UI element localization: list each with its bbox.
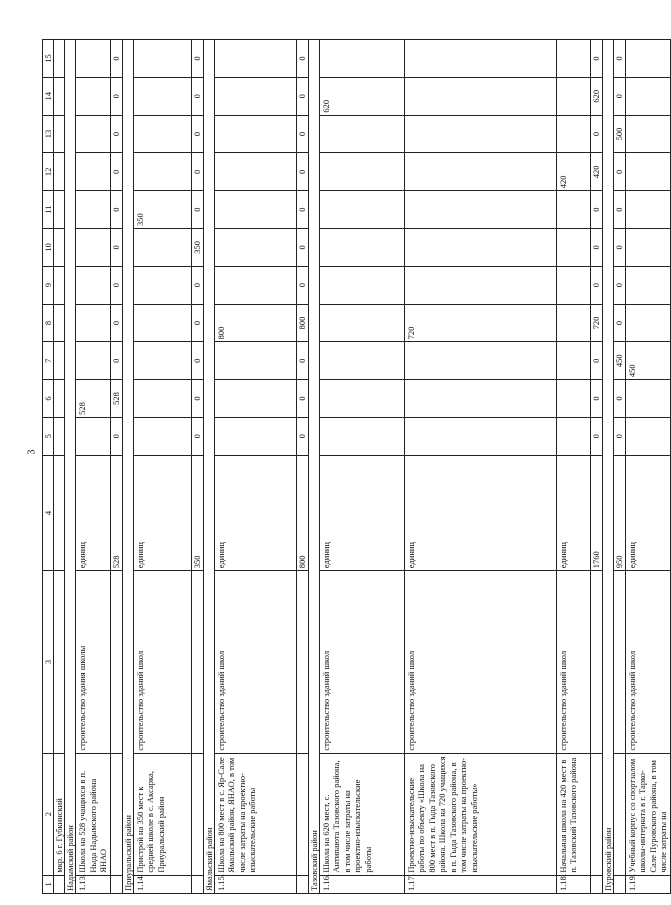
cell [54, 40, 65, 78]
value-cell [404, 417, 556, 455]
value-cell [133, 342, 191, 380]
item-type: строительство зданий школ [133, 571, 191, 753]
school-construction-table [42, 39, 671, 894]
value-cell [214, 380, 296, 418]
value-cell [214, 115, 296, 153]
value-cell [76, 191, 111, 229]
continuation-row [54, 40, 65, 894]
value-cell [319, 153, 404, 191]
table-row [319, 40, 404, 894]
value-cell [625, 229, 670, 267]
total-value: 0 [110, 304, 122, 342]
item-unit: единиц [625, 455, 670, 571]
value-cell [214, 77, 296, 115]
rotated-page [42, 39, 668, 894]
total-value: 0 [191, 380, 203, 418]
item-unit: единиц [319, 455, 404, 571]
item-value: 420 [557, 175, 568, 189]
total-value: 620 [590, 77, 602, 115]
item-number: 1.15. [214, 875, 296, 893]
item-type: строительство зданий школ [404, 571, 556, 753]
column-header: 13 [43, 115, 54, 153]
cell [296, 753, 308, 875]
total-value: 0 [613, 417, 625, 455]
cell-location: мкр. 6 г. Губкинский [54, 753, 65, 875]
total-value: 0 [296, 40, 308, 78]
section-name: Пуровский район [602, 40, 613, 894]
value-cell [556, 191, 590, 229]
column-header: 15 [43, 40, 54, 78]
header-row [43, 40, 54, 894]
value-cell [76, 342, 111, 380]
value-cell [404, 229, 556, 267]
value-cell [133, 191, 191, 229]
item-name: Пристрой на 350 мест к средней школе в с. Аксарка, Приуральский район [133, 753, 191, 875]
total-value: 0 [590, 229, 602, 267]
value-cell [556, 304, 590, 342]
total-value: 0 [613, 266, 625, 304]
cell [110, 571, 122, 753]
value-cell [76, 304, 111, 342]
total-value: 0 [191, 417, 203, 455]
value-cell [625, 342, 670, 380]
value-cell [556, 229, 590, 267]
value-cell [76, 417, 111, 455]
total-value: 0 [191, 304, 203, 342]
column-header: 9 [43, 266, 54, 304]
item-number: 1.17. [404, 875, 556, 893]
section-name: Ямальский район [203, 40, 214, 894]
value-cell [404, 153, 556, 191]
value-cell [76, 115, 111, 153]
cell [110, 753, 122, 875]
total-value: 0 [613, 153, 625, 191]
value-cell [556, 380, 590, 418]
value-cell [76, 77, 111, 115]
total-value: 0 [613, 380, 625, 418]
value-cell [625, 380, 670, 418]
section-name: Тазовский район [308, 40, 319, 894]
total-value: 0 [590, 191, 602, 229]
total-value: 0 [613, 77, 625, 115]
table-row [625, 40, 670, 894]
total-value: 0 [296, 417, 308, 455]
value-cell [133, 229, 191, 267]
item-value: 800 [215, 326, 226, 340]
total-value: 0 [613, 191, 625, 229]
cell [191, 571, 203, 753]
item-number: 1.16. [319, 875, 404, 893]
total-value: 0 [110, 40, 122, 78]
table-row [404, 40, 556, 894]
value-cell [133, 77, 191, 115]
cell [54, 342, 65, 380]
value-cell [404, 191, 556, 229]
section-row [65, 40, 76, 894]
value-cell [214, 229, 296, 267]
value-cell [625, 77, 670, 115]
total-value: 0 [110, 342, 122, 380]
item-value: 620 [320, 99, 331, 113]
item-value: 450 [626, 364, 637, 378]
value-cell [319, 77, 404, 115]
value-cell [625, 266, 670, 304]
value-cell [625, 115, 670, 153]
value-cell [625, 417, 670, 455]
value-cell [319, 266, 404, 304]
total-value: 0 [110, 229, 122, 267]
value-cell [625, 40, 670, 78]
section-row [602, 40, 613, 894]
table-row [214, 40, 296, 894]
total-value: 800 [296, 304, 308, 342]
total-value: 0 [590, 342, 602, 380]
total-value: 420 [590, 153, 602, 191]
value-cell [319, 40, 404, 78]
column-header: 5 [43, 417, 54, 455]
value-cell [319, 342, 404, 380]
value-cell [404, 304, 556, 342]
column-header: 12 [43, 153, 54, 191]
item-number: 1.19. [625, 875, 670, 893]
item-value: 720 [405, 326, 416, 340]
cell [613, 875, 625, 893]
total-value: 0 [590, 417, 602, 455]
cell [54, 455, 65, 571]
value-cell [625, 304, 670, 342]
section-row [308, 40, 319, 894]
item-unit: единиц [404, 455, 556, 571]
section-name: Приуральский район [122, 40, 133, 894]
total-value: 0 [110, 153, 122, 191]
total-value: 0 [613, 304, 625, 342]
cell [54, 417, 65, 455]
value-cell [214, 266, 296, 304]
item-name: Школа на 620 мест, с. Антипаюта Тазовского района, в том числе затраты на проектно-изыскательские работы [319, 753, 404, 875]
value-cell [556, 153, 590, 191]
column-header: 8 [43, 304, 54, 342]
value-cell [319, 380, 404, 418]
total-value: 0 [613, 229, 625, 267]
item-unit: единиц [133, 455, 191, 571]
value-cell [319, 417, 404, 455]
value-cell [556, 40, 590, 78]
total-value: 0 [296, 115, 308, 153]
table-row [556, 40, 590, 894]
cell [54, 153, 65, 191]
item-unit: единиц [556, 455, 590, 571]
value-cell [76, 266, 111, 304]
item-name: Начальная школа на 420 мест в п. Тазовский Тазовского района [556, 753, 590, 875]
total-value: 0 [590, 115, 602, 153]
total-value: 0 [296, 153, 308, 191]
item-number: 1.14. [133, 875, 191, 893]
value-cell [133, 417, 191, 455]
total-value: 0 [110, 191, 122, 229]
total-row [296, 40, 308, 894]
total-value: 0 [191, 115, 203, 153]
total-row [191, 40, 203, 894]
value-cell [404, 40, 556, 78]
value-cell [133, 153, 191, 191]
value-cell [133, 304, 191, 342]
value-cell [319, 229, 404, 267]
cell [110, 875, 122, 893]
value-cell [133, 380, 191, 418]
item-name: Учебный корпус со спортзалом школы-интерната в г. Тарко-Сале Пуровского района, в том числе затраты на [625, 753, 670, 875]
cell [590, 753, 602, 875]
item-value: 350 [134, 213, 145, 226]
total-count: 950 [613, 455, 625, 571]
cell [54, 571, 65, 753]
value-cell [556, 77, 590, 115]
total-value: 350 [191, 229, 203, 267]
cell [590, 875, 602, 893]
section-row [122, 40, 133, 894]
column-header: 4 [43, 455, 54, 571]
item-value: 528 [77, 402, 87, 415]
total-value: 500 [613, 115, 625, 153]
total-value: 0 [296, 77, 308, 115]
cell [296, 571, 308, 753]
item-number: 1.18. [556, 875, 590, 893]
value-cell [133, 115, 191, 153]
value-cell [556, 115, 590, 153]
value-cell [214, 342, 296, 380]
cell [613, 571, 625, 753]
value-cell [404, 342, 556, 380]
item-name: Проектно-изыскательские работы по объекту «Школа на 800 мест в п. Гыда Тазовского района. Школа на 720 учащихся в п. Гыда Тазовского района, в том числе затраты на проектно-изыскательские работы» [404, 753, 556, 875]
item-type: строительство зданий школ [214, 571, 296, 753]
total-value: 0 [191, 342, 203, 380]
total-value: 0 [590, 266, 602, 304]
total-value: 0 [110, 115, 122, 153]
value-cell [133, 40, 191, 78]
item-type: строительство здания школы [76, 571, 111, 753]
item-name: Школа на 528 учащихся в п. Ныда Надымского района ЯНАО [76, 753, 111, 875]
total-value: 0 [590, 40, 602, 78]
item-type: строительство зданий школ [319, 571, 404, 753]
value-cell [625, 153, 670, 191]
total-value: 0 [296, 191, 308, 229]
cell [54, 115, 65, 153]
cell [54, 266, 65, 304]
total-value: 0 [110, 266, 122, 304]
value-cell [214, 191, 296, 229]
total-row [110, 40, 122, 894]
total-value: 0 [110, 77, 122, 115]
value-cell [214, 40, 296, 78]
value-cell [404, 77, 556, 115]
total-value: 0 [191, 191, 203, 229]
value-cell [319, 115, 404, 153]
cell [54, 875, 65, 893]
column-header: 11 [43, 191, 54, 229]
column-header: 6 [43, 380, 54, 418]
value-cell [404, 266, 556, 304]
total-value: 0 [296, 380, 308, 418]
item-unit: единиц [76, 455, 111, 571]
total-count: 528 [110, 455, 122, 571]
page-number: 3 [26, 449, 38, 455]
value-cell [214, 304, 296, 342]
column-header: 2 [43, 753, 54, 875]
cell [54, 380, 65, 418]
value-cell [404, 115, 556, 153]
item-number: 1.13. [76, 875, 111, 893]
value-cell [76, 40, 111, 78]
column-header: 14 [43, 77, 54, 115]
value-cell [76, 380, 111, 418]
value-cell [556, 266, 590, 304]
cell [296, 875, 308, 893]
value-cell [76, 153, 111, 191]
value-cell [76, 229, 111, 267]
total-value: 0 [296, 342, 308, 380]
item-type: строительство зданий школ [556, 571, 590, 753]
value-cell [214, 417, 296, 455]
total-value: 720 [590, 304, 602, 342]
total-value: 450 [613, 342, 625, 380]
total-value: 0 [296, 266, 308, 304]
value-cell [319, 304, 404, 342]
table-body [43, 40, 671, 894]
item-unit: единиц [214, 455, 296, 571]
table-row [76, 40, 111, 894]
value-cell [556, 417, 590, 455]
total-count: 1760 [590, 455, 602, 571]
cell [613, 753, 625, 875]
value-cell [133, 266, 191, 304]
value-cell [556, 342, 590, 380]
total-count: 800 [296, 455, 308, 571]
total-value: 0 [590, 380, 602, 418]
total-row [590, 40, 602, 894]
value-cell [319, 191, 404, 229]
table-row [133, 40, 191, 894]
total-value: 0 [191, 153, 203, 191]
total-value: 0 [110, 417, 122, 455]
total-value: 0 [191, 266, 203, 304]
cell [54, 77, 65, 115]
total-value: 0 [191, 77, 203, 115]
cell [590, 571, 602, 753]
total-count: 350 [191, 455, 203, 571]
column-header: 3 [43, 571, 54, 753]
section-name: Надымский район [65, 40, 76, 894]
cell [191, 753, 203, 875]
cell [54, 304, 65, 342]
total-value: 0 [296, 229, 308, 267]
column-header: 1 [43, 875, 54, 893]
total-row [613, 40, 625, 894]
value-cell [625, 191, 670, 229]
total-value: 528 [110, 380, 122, 418]
column-header: 7 [43, 342, 54, 380]
section-row [203, 40, 214, 894]
item-name: Школа на 800 мест в с. Яр-Сале Ямальский район, ЯНАО, в том числе затраты на проектно-изыскательские работы [214, 753, 296, 875]
cell [54, 191, 65, 229]
item-type: строительство зданий школ [625, 571, 670, 753]
column-header: 10 [43, 229, 54, 267]
cell [191, 875, 203, 893]
value-cell [404, 380, 556, 418]
total-value: 0 [613, 40, 625, 78]
total-value: 0 [191, 40, 203, 78]
value-cell [214, 153, 296, 191]
cell [54, 229, 65, 267]
